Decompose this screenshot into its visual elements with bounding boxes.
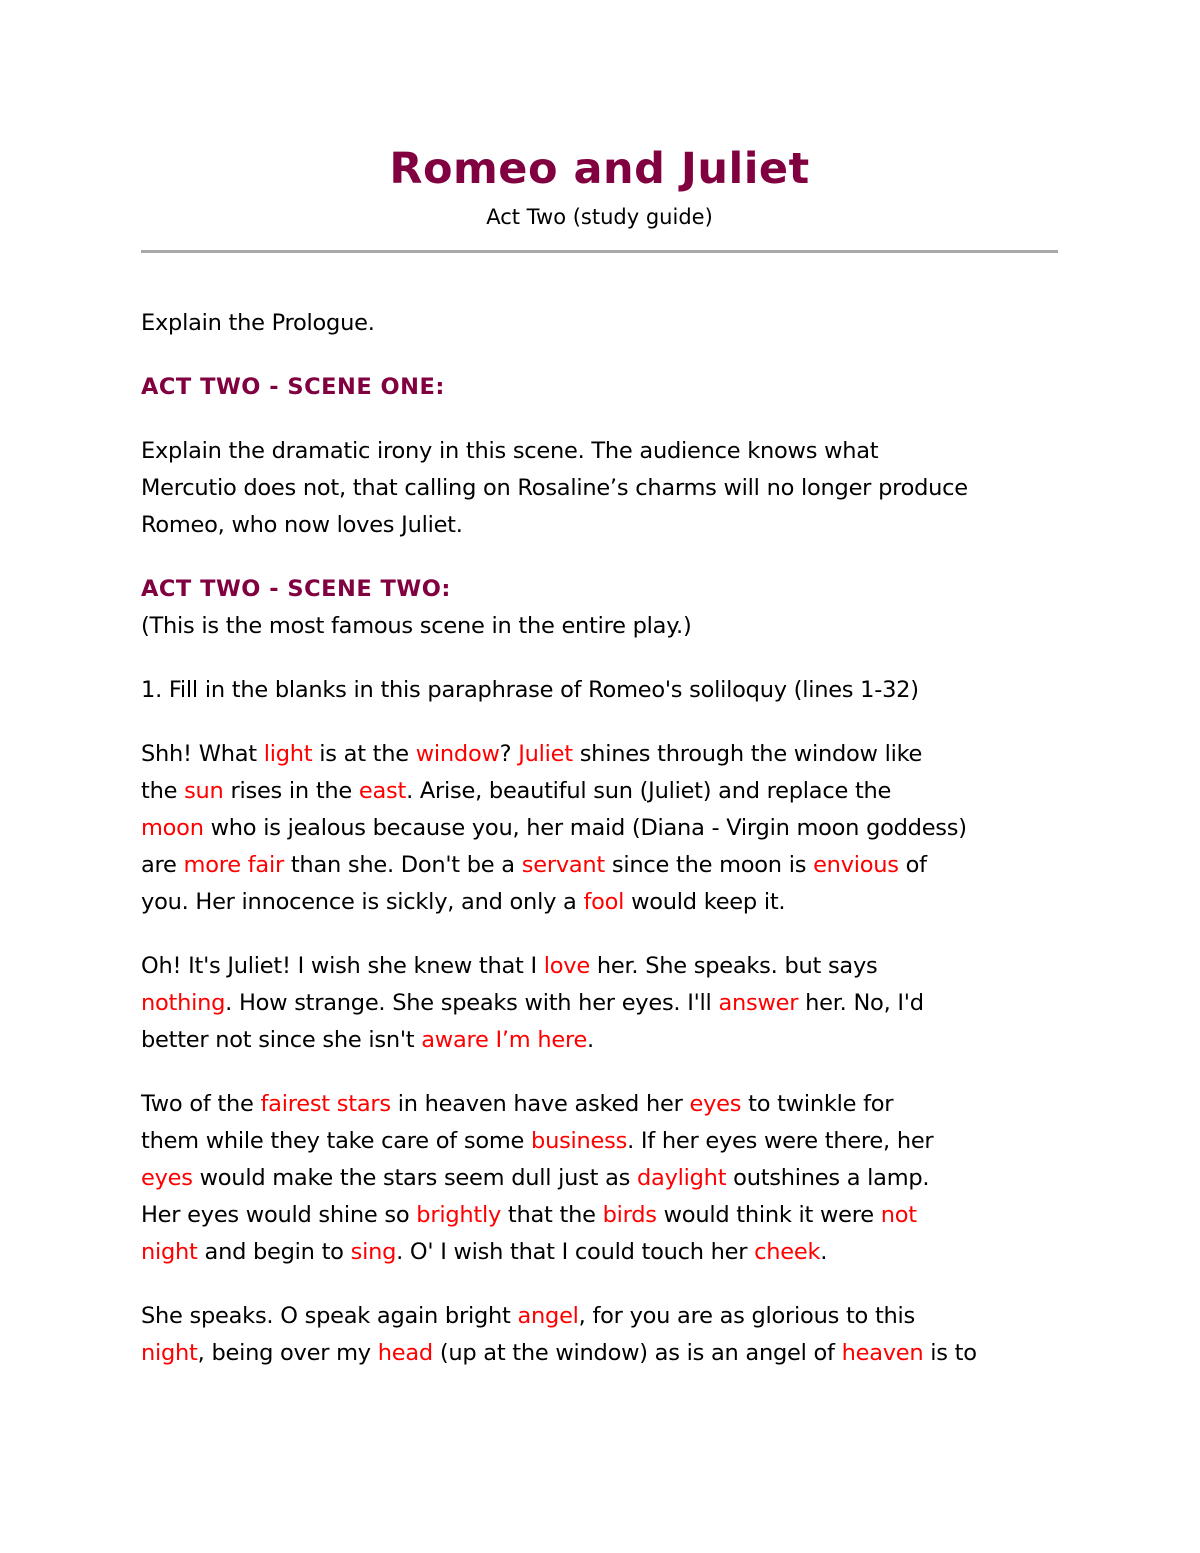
text-line bbox=[141, 470, 1058, 507]
body-text-segment: would keep it. bbox=[624, 889, 786, 915]
body-text-segment: . If her eyes were there, her bbox=[627, 1128, 934, 1154]
body-text-segment: . How strange. She speaks with her eyes. I'll bbox=[225, 990, 719, 1016]
body-text-segment: her. No, I'd bbox=[798, 990, 924, 1016]
body-text-segment: , for you are as glorious to this bbox=[578, 1303, 916, 1329]
body-text-segment: since the moon is bbox=[605, 852, 814, 878]
body-text-segment: who is jealous because you, her maid (Diana - Virgin moon goddess) bbox=[203, 815, 967, 841]
body-text-segment: her. She speaks. but says bbox=[589, 953, 878, 979]
body-text-segment: , being over my bbox=[197, 1340, 378, 1366]
paraphrase-paragraph-3 bbox=[141, 1086, 1058, 1271]
body-text-segment: outshines a lamp. bbox=[726, 1165, 930, 1191]
answer-word: cheek bbox=[754, 1239, 821, 1265]
text-line bbox=[141, 985, 1058, 1022]
paraphrase-paragraph-1 bbox=[141, 736, 1058, 921]
body-text-segment: is at the bbox=[312, 741, 416, 767]
body-text-segment: Her eyes would shine so bbox=[141, 1202, 417, 1228]
text-line bbox=[141, 736, 1058, 773]
answer-word: aware I’m here bbox=[421, 1027, 588, 1053]
text-line bbox=[141, 1335, 1058, 1372]
text-line bbox=[141, 1160, 1058, 1197]
body-text-segment: is to bbox=[923, 1340, 977, 1366]
answer-word: sun bbox=[184, 778, 224, 804]
text-line bbox=[141, 847, 1058, 884]
body-text-segment: Explain the Prologue. bbox=[141, 310, 375, 336]
text-line bbox=[141, 948, 1058, 985]
text-line bbox=[141, 1298, 1058, 1335]
answer-word: moon bbox=[141, 815, 204, 841]
answer-word: angel bbox=[517, 1303, 579, 1329]
document-body bbox=[141, 305, 1058, 1372]
answer-word: window bbox=[415, 741, 500, 767]
body-text-segment: than she. Don't be a bbox=[283, 852, 522, 878]
body-text-segment: (This is the most famous scene in the entire play.) bbox=[141, 613, 692, 639]
body-text-segment: . O' I wish that I could touch her bbox=[396, 1239, 755, 1265]
answer-word: sing bbox=[350, 1239, 397, 1265]
body-text-segment: Shh! What bbox=[141, 741, 264, 767]
text-line bbox=[141, 1022, 1058, 1059]
body-text-segment: Oh! It's Juliet! I wish she knew that I bbox=[141, 953, 544, 979]
answer-word: nothing bbox=[141, 990, 226, 1016]
body-text-segment: to twinkle for bbox=[741, 1091, 894, 1117]
answer-word: night bbox=[141, 1340, 198, 1366]
body-text-segment: Mercutio does not, that calling on Rosaline’s charms will no longer produce bbox=[141, 475, 968, 501]
paraphrase-paragraph-4 bbox=[141, 1298, 1058, 1372]
body-text-segment: you. Her innocence is sickly, and only a bbox=[141, 889, 584, 915]
text-line bbox=[141, 1086, 1058, 1123]
answer-word: business bbox=[531, 1128, 628, 1154]
body-text-segment: . bbox=[587, 1027, 594, 1053]
act-two-scene-one-heading bbox=[141, 369, 1058, 406]
answer-word: envious bbox=[813, 852, 899, 878]
answer-word: brightly bbox=[416, 1202, 502, 1228]
text-line bbox=[141, 608, 1058, 645]
answer-word: eyes bbox=[141, 1165, 193, 1191]
dramatic-irony-paragraph bbox=[141, 433, 1058, 544]
body-text-segment: Two of the bbox=[141, 1091, 261, 1117]
text-line bbox=[141, 433, 1058, 470]
answer-word: Juliet bbox=[518, 741, 573, 767]
body-text-segment: better not since she isn't bbox=[141, 1027, 422, 1053]
text-line bbox=[141, 507, 1058, 544]
document-title: Romeo and Juliet bbox=[389, 144, 810, 194]
answer-word: fool bbox=[583, 889, 625, 915]
body-text-segment: that the bbox=[501, 1202, 603, 1228]
text-line bbox=[141, 1197, 1058, 1234]
answer-word: heaven bbox=[841, 1340, 924, 1366]
answer-word: daylight bbox=[637, 1165, 727, 1191]
body-text-segment: (up at the window) as is an angel of bbox=[432, 1340, 842, 1366]
body-text-segment: She speaks. O speak again bright bbox=[141, 1303, 518, 1329]
text-line bbox=[141, 1123, 1058, 1160]
body-text-segment: ? bbox=[499, 741, 519, 767]
body-text-segment: Explain the dramatic irony in this scene. The audience knows what bbox=[141, 438, 879, 464]
answer-word: fairest stars bbox=[260, 1091, 391, 1117]
body-text-segment: rises in the bbox=[223, 778, 359, 804]
body-text-segment: shines through the window like bbox=[572, 741, 923, 767]
body-text-segment: the bbox=[141, 778, 185, 804]
body-text-segment: would make the stars seem dull just as bbox=[192, 1165, 638, 1191]
fill-in-blanks-instruction bbox=[141, 672, 1058, 709]
body-text-segment: ACT TWO - SCENE ONE: bbox=[141, 374, 445, 400]
text-line bbox=[141, 305, 1058, 342]
answer-word: light bbox=[263, 741, 313, 767]
title-divider bbox=[141, 250, 1058, 253]
body-text-segment: 1. Fill in the blanks in this paraphrase of Romeo's soliloquy (lines 1-32) bbox=[141, 677, 919, 703]
act-two-scene-two-heading bbox=[141, 571, 1058, 608]
answer-word: night bbox=[141, 1239, 198, 1265]
body-text-segment: are bbox=[141, 852, 184, 878]
prologue-question bbox=[141, 305, 1058, 342]
body-text-segment: . bbox=[820, 1239, 828, 1265]
famous-scene-note bbox=[141, 608, 1058, 645]
body-text-segment: would think it were bbox=[656, 1202, 881, 1228]
body-text-segment: and begin to bbox=[197, 1239, 351, 1265]
answer-word: answer bbox=[718, 990, 799, 1016]
text-line bbox=[141, 884, 1058, 921]
body-text-segment: of bbox=[898, 852, 927, 878]
text-line bbox=[141, 571, 1058, 608]
answer-word: eyes bbox=[689, 1091, 742, 1117]
paraphrase-paragraph-2 bbox=[141, 948, 1058, 1059]
answer-word: servant bbox=[521, 852, 606, 878]
text-line bbox=[141, 672, 1058, 709]
answer-word: not bbox=[880, 1202, 917, 1228]
document-subtitle: Act Two (study guide) bbox=[486, 205, 713, 229]
body-text-segment: them while they take care of some bbox=[141, 1128, 532, 1154]
answer-word: east bbox=[358, 778, 407, 804]
document-page bbox=[141, 0, 1058, 1372]
answer-word: more fair bbox=[183, 852, 284, 878]
text-line bbox=[141, 810, 1058, 847]
body-text-segment: ACT TWO - SCENE TWO: bbox=[141, 576, 451, 602]
answer-word: head bbox=[377, 1340, 433, 1366]
body-text-segment: . Arise, beautiful sun (Juliet) and replace the bbox=[406, 778, 892, 804]
text-line bbox=[141, 773, 1058, 810]
text-line bbox=[141, 1234, 1058, 1271]
body-text-segment: Romeo, who now loves Juliet. bbox=[141, 512, 463, 538]
answer-word: birds bbox=[602, 1202, 657, 1228]
body-text-segment: in heaven have asked her bbox=[390, 1091, 690, 1117]
answer-word: love bbox=[543, 953, 590, 979]
text-line bbox=[141, 369, 1058, 406]
